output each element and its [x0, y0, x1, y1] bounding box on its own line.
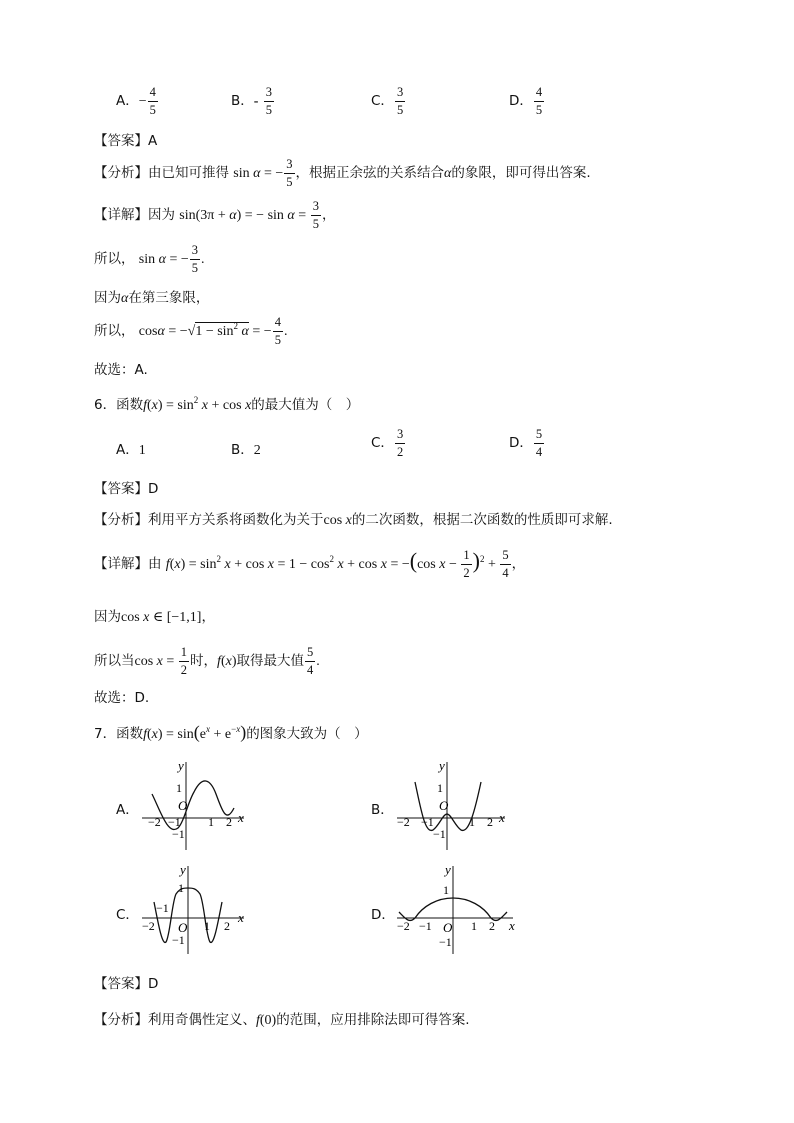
svg-text:y: y	[439, 758, 445, 773]
formula: $f(x) = \sin^2 x + \cos x$	[143, 395, 252, 413]
q5-sin-line: 所以， sin α = − $\frac{3}{5}$ .	[94, 243, 205, 275]
formula: $f(x) = \sin^2 x + \cos x = 1 - \cos^2 x + \cos x = -(\cos$ x −	[165, 548, 461, 573]
graph-d	[393, 862, 521, 958]
q5-cos-line: 所以， $\cos\alpha = -√1 - \sin^2 \alpha$ = − $\frac{4}{5}$ .	[94, 315, 288, 347]
svg-text:2: 2	[489, 919, 495, 933]
q5-quadrant-line: 因为α在第三象限，	[94, 290, 210, 306]
svg-text:O: O	[439, 798, 449, 813]
svg-text:2: 2	[487, 815, 493, 829]
tick-2-x: 2	[226, 815, 232, 829]
q6-range-line: 因为cos x ∈ [−1,1]，	[94, 609, 215, 625]
q7-analysis-line: 【分析】利用奇偶性定义、f(0)的范围，应用排除法即可得答案.	[94, 1012, 470, 1028]
formula: sin(3π + α) = − sin α =	[179, 208, 310, 223]
tick-neg1-x: −1	[168, 815, 181, 829]
q5-option-b: B．- $\frac{3}{5}$	[231, 85, 272, 117]
q6-stem: 6．函数$f(x) = \sin^2 x + \cos x$的最大值为（ ）	[94, 395, 360, 413]
svg-text:1: 1	[471, 919, 477, 933]
formula: $f(x) = \sin(e^x + e^{-x})$	[143, 722, 247, 742]
svg-text:1: 1	[437, 781, 443, 795]
q6-detail-line: 【详解】由 $f(x) = \sin^2 x + \cos x = 1 - \cos^2 x + \cos x = -(\cos$ x − $\frac{1}{2}$ )$^2$ + $\frac{5}{4}$ ，	[94, 548, 526, 580]
q5-answer-line	[94, 129, 157, 149]
graph-label-c: C．	[116, 907, 139, 923]
svg-text:−1: −1	[439, 935, 452, 949]
graph-a	[138, 758, 250, 854]
q7-stem: 7．函数$f(x) = \sin(e^x + e^{-x})$的图象大致为（ ）	[94, 722, 368, 742]
tick-1-x: 1	[208, 815, 214, 829]
q6-when-line: 所以当cos x = $\frac{1}{2}$ 时，f(x)取得最大值 $\frac{5}{4}$ .	[94, 645, 320, 677]
curve	[152, 781, 234, 830]
formula: sin α = −	[233, 166, 284, 181]
tick-neg1-y: −1	[172, 827, 185, 841]
answer-value: A	[148, 133, 158, 149]
svg-text:x: x	[499, 810, 505, 825]
tick-neg2: −2	[148, 815, 161, 829]
q7-answer-line: 【答案】D	[94, 976, 159, 992]
answer-tag: 【答案】	[94, 133, 148, 149]
q5-option-c: C． $\frac{3}{5}$	[371, 85, 404, 117]
svg-text:−1: −1	[172, 933, 185, 947]
origin-label: O	[178, 798, 188, 813]
tick-1: 1	[176, 781, 182, 795]
q6-analysis-line: 【分析】利用平方关系将函数化为关于cos x的二次函数，根据二次函数的性质即可求解.	[94, 512, 613, 528]
q6-option-d: D． $\frac{5}{4}$	[509, 427, 543, 459]
q5-conclusion: 故选：A.	[94, 362, 148, 378]
graph-b	[393, 758, 513, 854]
svg-text:O: O	[178, 920, 188, 935]
q5-analysis-line: 【分析】由已知可推得 sin α = − $\frac{3}{5}$ ，根据正余弦的关系结合α的象限，即可得出答案.	[94, 157, 591, 189]
q5-option-a: A．− $\frac{4}{5}$	[116, 85, 156, 117]
svg-text:−1: −1	[433, 827, 446, 841]
x-label: x	[238, 810, 244, 825]
svg-text:x: x	[238, 910, 244, 925]
svg-text:−2: −2	[142, 919, 155, 933]
svg-text:x: x	[509, 918, 515, 933]
svg-text:1: 1	[178, 881, 184, 895]
formula: sin α = −	[138, 252, 189, 267]
svg-text:−1: −1	[421, 815, 434, 829]
svg-text:O: O	[443, 920, 453, 935]
graph-label-a: A．	[116, 802, 139, 818]
q5-detail-line: 【详解】因为 sin(3π + α) = − sin α = $\frac{3}{5}$ ，	[94, 199, 336, 231]
y-label: y	[178, 758, 184, 773]
graph-c	[138, 862, 250, 958]
formula: $\cos\alpha = -√1 - \sin^2 \alpha$ = −	[138, 321, 272, 339]
svg-text:−1: −1	[419, 919, 432, 933]
svg-text:1: 1	[469, 815, 475, 829]
q5-option-d: D． $\frac{4}{5}$	[509, 85, 543, 117]
svg-text:2: 2	[224, 919, 230, 933]
svg-text:−2: −2	[397, 919, 410, 933]
graph-label-b: B．	[371, 802, 394, 818]
q6-option-c: C． $\frac{3}{2}$	[371, 427, 404, 459]
q6-option-b: B．2	[231, 442, 261, 458]
svg-text:1: 1	[204, 919, 210, 933]
svg-text:y: y	[180, 862, 186, 877]
q6-option-a: A．1	[116, 442, 146, 458]
svg-text:y: y	[445, 862, 451, 877]
svg-text:−1: −1	[156, 901, 169, 915]
fraction: $\frac{3}{5}$	[286, 157, 293, 189]
q6-conclusion: 故选：D.	[94, 690, 150, 706]
q6-answer-line: 【答案】D	[94, 481, 159, 497]
svg-text:−2: −2	[397, 815, 410, 829]
graph-label-d: D．	[371, 907, 395, 923]
svg-text:1: 1	[443, 883, 449, 897]
